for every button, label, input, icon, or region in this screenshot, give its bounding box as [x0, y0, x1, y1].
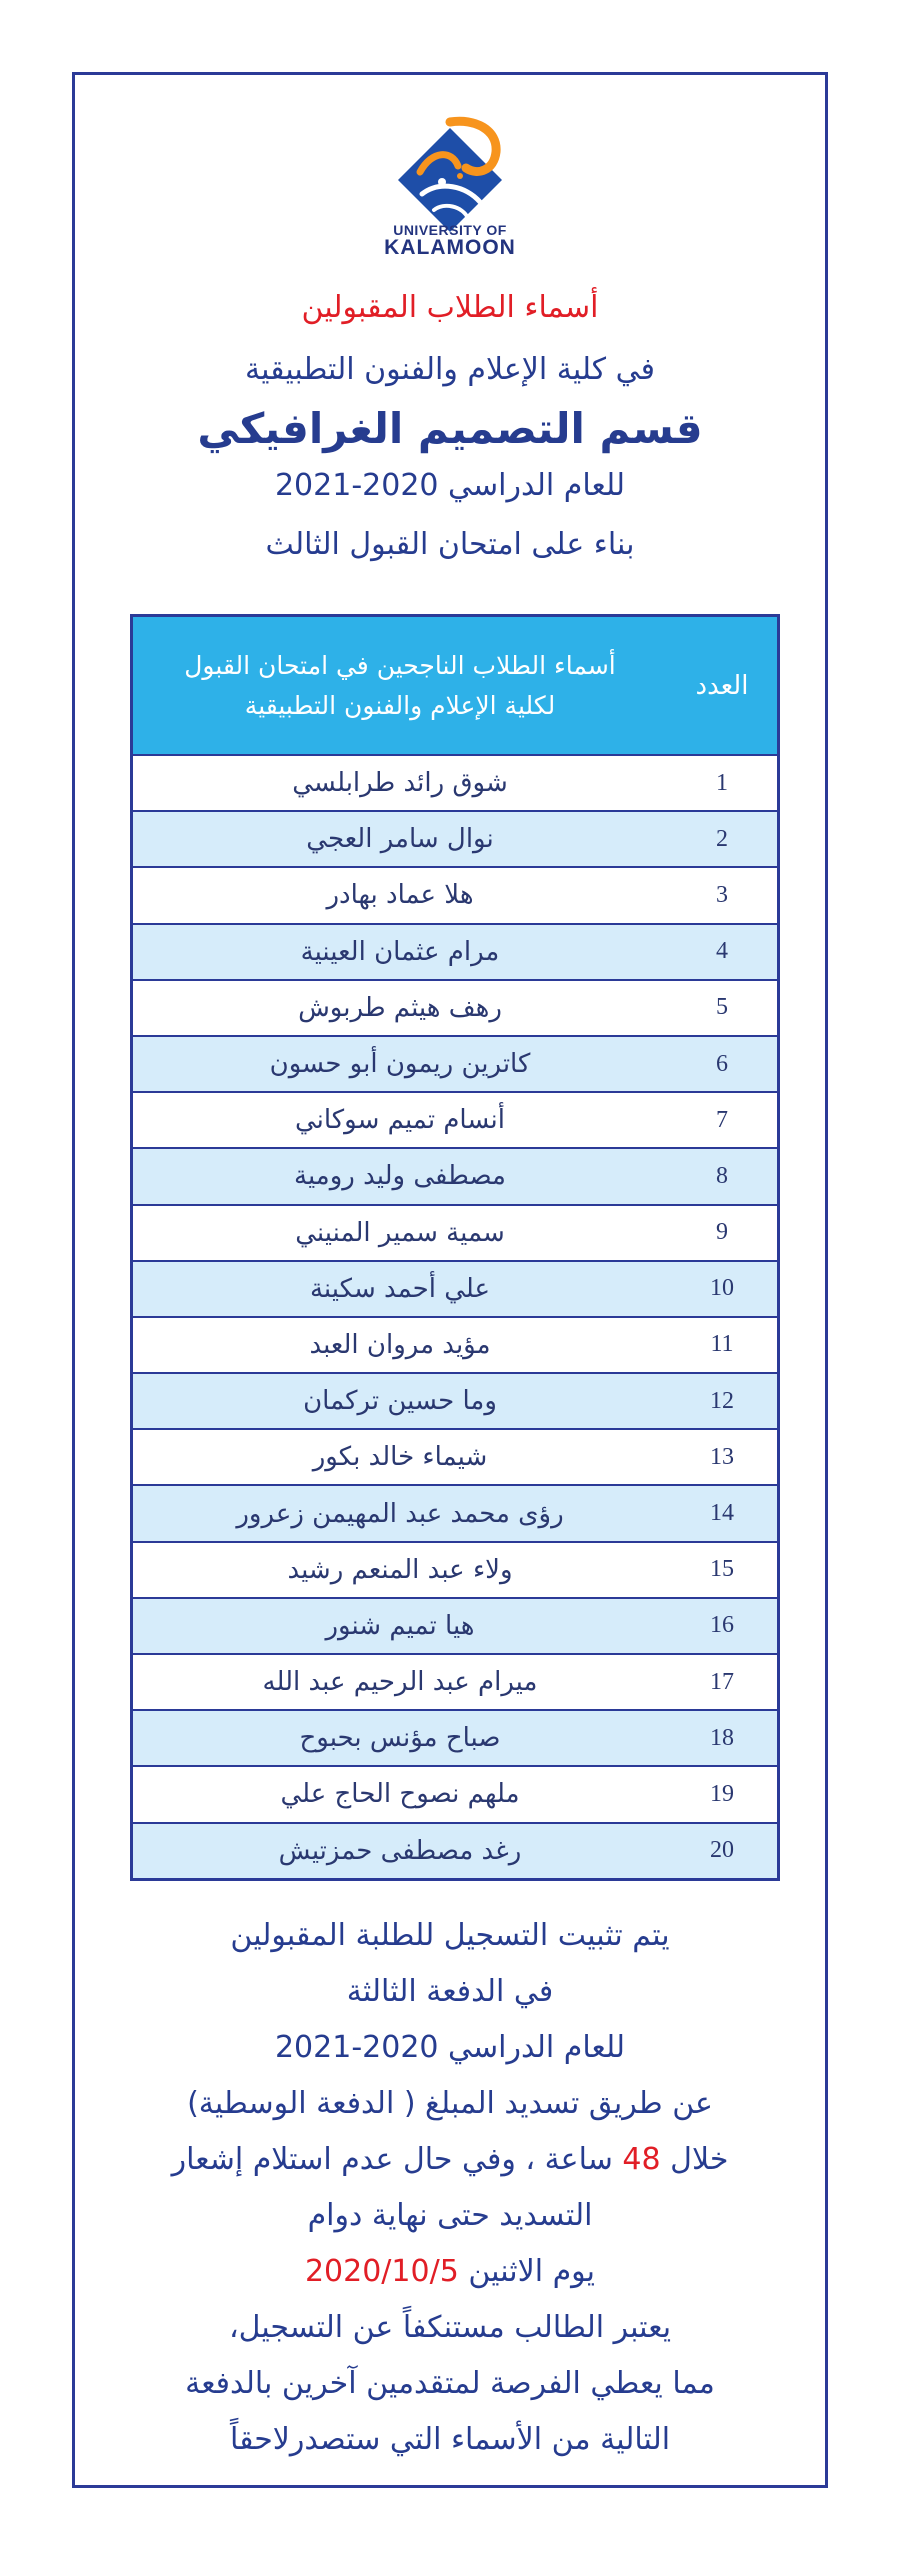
notice-deadline-hours: 48 — [622, 2142, 661, 2177]
student-name: كاترين ريمون أبو حسون — [132, 1036, 668, 1092]
table-row — [132, 867, 779, 923]
column-header-names-line1: أسماء الطلاب الناجحين في امتحان القبول — [184, 650, 616, 680]
notice-line7 — [90, 2244, 810, 2300]
row-number: 19 — [667, 1766, 779, 1822]
table-row — [132, 1542, 779, 1598]
notice-line2: في الدفعة الثالثة — [346, 1974, 554, 2009]
table-row — [132, 1373, 779, 1429]
row-number: 1 — [667, 755, 779, 811]
student-name: ميرام عبد الرحيم عبد الله — [132, 1654, 668, 1710]
student-name: هلا عماد بهادر — [132, 867, 668, 923]
notice-line9: مما يعطي الفرصة لمتقدمين آخرين بالدفعة — [185, 2366, 715, 2401]
table-row — [132, 1205, 779, 1261]
student-name: مؤيد مروان العبد — [132, 1317, 668, 1373]
row-number: 3 — [667, 867, 779, 923]
logo-line2: KALAMOON — [384, 236, 516, 259]
accepted-students-table — [130, 614, 780, 1881]
student-name: ملهم نصوح الحاج علي — [132, 1766, 668, 1822]
notice-line10: التالية من الأسماء التي ستصدرلاحقاً — [229, 2422, 671, 2457]
registration-notice — [90, 1908, 810, 2468]
table-row — [132, 1823, 779, 1880]
column-header-number: العدد — [667, 616, 779, 756]
table-row — [132, 1710, 779, 1766]
row-number: 16 — [667, 1598, 779, 1654]
notice-line8: يعتبر الطالب مستنكفاً عن التسجيل، — [228, 2310, 672, 2345]
notice-deadline-date: 2020/10/5 — [304, 2254, 459, 2289]
notice-line6: التسديد حتى نهاية دوام — [307, 2198, 593, 2233]
table-row — [132, 1092, 779, 1148]
student-name: شوق رائد طرابلسي — [132, 755, 668, 811]
table-row — [132, 1261, 779, 1317]
table-row — [132, 924, 779, 980]
row-number: 11 — [667, 1317, 779, 1373]
table-row — [132, 1317, 779, 1373]
row-number: 6 — [667, 1036, 779, 1092]
notice-line1: يتم تثبيت التسجيل للطلبة المقبولين — [230, 1918, 670, 1953]
notice-line5-post: ساعة ، وفي حال عدم استلام إشعار — [171, 2142, 613, 2177]
table-row — [132, 1429, 779, 1485]
row-number: 8 — [667, 1148, 779, 1204]
row-number: 10 — [667, 1261, 779, 1317]
table-row — [132, 755, 779, 811]
student-name: شيماء خالد بكور — [132, 1429, 668, 1485]
row-number: 18 — [667, 1710, 779, 1766]
column-header-names — [132, 616, 668, 756]
logo-line1: UNIVERSITY OF — [393, 222, 507, 238]
student-name: رغد مصطفى حمزتيش — [132, 1823, 668, 1880]
student-name: مرام عثمان العينية — [132, 924, 668, 980]
heading-department: قسم التصميم الغرافيكي — [197, 404, 703, 453]
notice-line7-pre: يوم الاثنين — [468, 2254, 596, 2289]
row-number: 4 — [667, 924, 779, 980]
student-name: رؤى محمد عبد المهيمن زعرور — [132, 1485, 668, 1541]
table-row — [132, 1766, 779, 1822]
notice-line5 — [90, 2132, 810, 2188]
heading-exam-basis: بناء على امتحان القبول الثالث — [265, 527, 635, 562]
table-body — [132, 755, 779, 1879]
student-name: سمية سمير المنيني — [132, 1205, 668, 1261]
student-name: علي أحمد سكينة — [132, 1261, 668, 1317]
table-row — [132, 811, 779, 867]
student-name: صباح مؤنس بحبوح — [132, 1710, 668, 1766]
table-row — [132, 1485, 779, 1541]
table-row — [132, 1148, 779, 1204]
table-row — [132, 1598, 779, 1654]
notice-line3: للعام الدراسي 2020-2021 — [274, 2030, 626, 2065]
student-name: هيا تميم شنور — [132, 1598, 668, 1654]
row-number: 2 — [667, 811, 779, 867]
row-number: 12 — [667, 1373, 779, 1429]
column-header-names-line2: لكلية الإعلام والفنون التطبيقية — [244, 690, 556, 720]
row-number: 5 — [667, 980, 779, 1036]
heading-accepted-students: أسماء الطلاب المقبولين — [301, 290, 599, 325]
row-number: 14 — [667, 1485, 779, 1541]
heading-faculty: في كلية الإعلام والفنون التطبيقية — [245, 352, 655, 387]
student-name: وما حسين تركمان — [132, 1373, 668, 1429]
row-number: 9 — [667, 1205, 779, 1261]
table-row — [132, 980, 779, 1036]
row-number: 7 — [667, 1092, 779, 1148]
student-name: أنسام تميم سوكاني — [132, 1092, 668, 1148]
student-name: ولاء عبد المنعم رشيد — [132, 1542, 668, 1598]
table-header-row — [132, 616, 779, 756]
student-name: رهف هيثم طربوش — [132, 980, 668, 1036]
row-number: 15 — [667, 1542, 779, 1598]
notice-line4: عن طريق تسديد المبلغ ( الدفعة الوسطية) — [187, 2086, 713, 2121]
notice-line5-pre: خلال — [670, 2142, 729, 2177]
table-row — [132, 1654, 779, 1710]
student-name: مصطفى وليد رومية — [132, 1148, 668, 1204]
row-number: 13 — [667, 1429, 779, 1485]
heading-academic-year: للعام الدراسي 2020-2021 — [274, 468, 626, 503]
university-wordmark — [370, 222, 530, 260]
row-number: 17 — [667, 1654, 779, 1710]
row-number: 20 — [667, 1823, 779, 1880]
student-name: نوال سامر العجي — [132, 811, 668, 867]
table-row — [132, 1036, 779, 1092]
